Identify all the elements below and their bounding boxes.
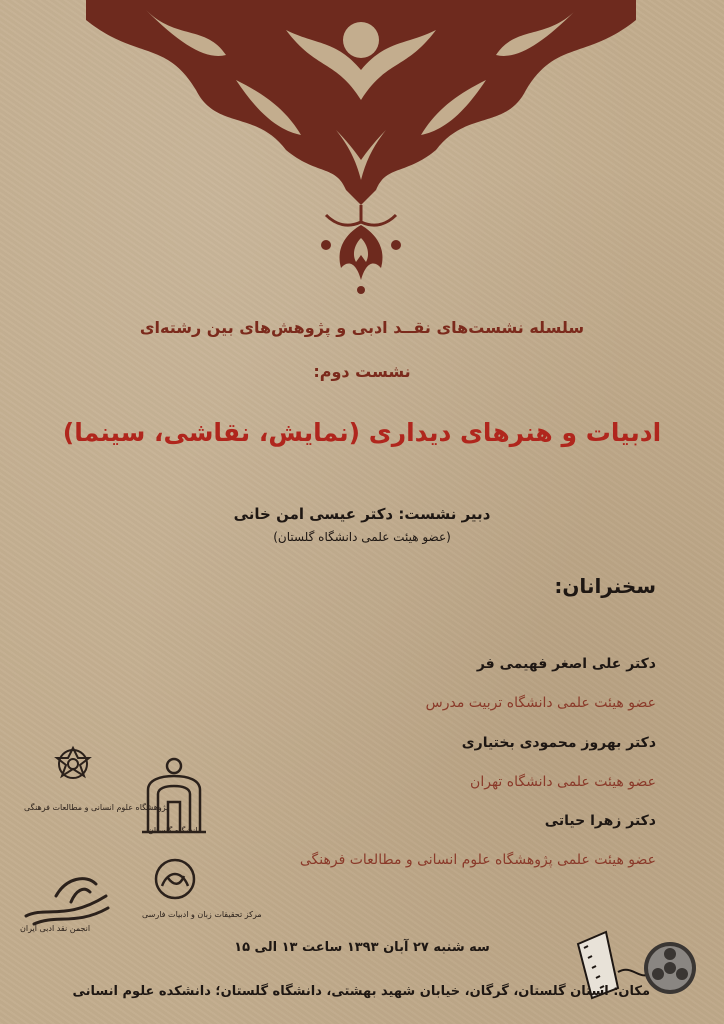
event-datetime: سه شنبه ۲۷ آبان ۱۳۹۳ ساعت ۱۳ الی ۱۵ (234, 940, 490, 955)
center-logo-icon (152, 856, 198, 902)
arabesque-ornament-icon (86, 0, 636, 300)
society-logo-icon (16, 866, 116, 930)
series-title: سلسله نشست‌های نقــد ادبی و پژوهش‌های بین رشته‌ای (139, 318, 585, 337)
event-location: مکان: استان گلستان، گرگان، خیابان شهید بهشتی، دانشگاه گلستان؛ دانشکده علوم انسانی (72, 984, 650, 999)
session-label: نشست دوم: (313, 362, 411, 381)
speaker-name: دکتر علی اصغر فهیمی فر (476, 656, 656, 672)
speaker-affiliation: عضو هیئت علمی دانشگاه تربیت مدرس (425, 695, 656, 711)
university-logo-text: دانشگاه گلستان (148, 826, 202, 835)
center-logo-text: مرکز تحقیقات زبان و ادبیات فارسی (142, 910, 262, 919)
speaker-affiliation: عضو هیئت علمی دانشگاه تهران (470, 774, 656, 790)
speaker-affiliation: عضو هیئت علمی پژوهشگاه علوم انسانی و مطالعات فرهنگی (299, 852, 656, 868)
institute-logo-icon (48, 744, 98, 790)
society-logo-text: انجمن نقد ادبی ایران (20, 924, 91, 933)
moderator-line: دبیر نشست: دکتر عیسی امن خانی (233, 505, 491, 523)
main-title: ادبیات و هنرهای دیداری (نمایش، نقاشی، سینما) (62, 418, 662, 447)
speakers-heading: سخنرانان: (554, 574, 656, 598)
moderator-affiliation: (عضو هیئت علمی دانشگاه گلستان) (273, 530, 451, 544)
university-logo-icon (138, 754, 210, 836)
institute-logo-text: پژوهشگاه علوم انسانی و مطالعات فرهنگی (24, 803, 169, 812)
speaker-name: دکتر زهرا حیاتی (544, 813, 656, 829)
speaker-name: دکتر بهروز محمودی بختیاری (461, 735, 656, 751)
